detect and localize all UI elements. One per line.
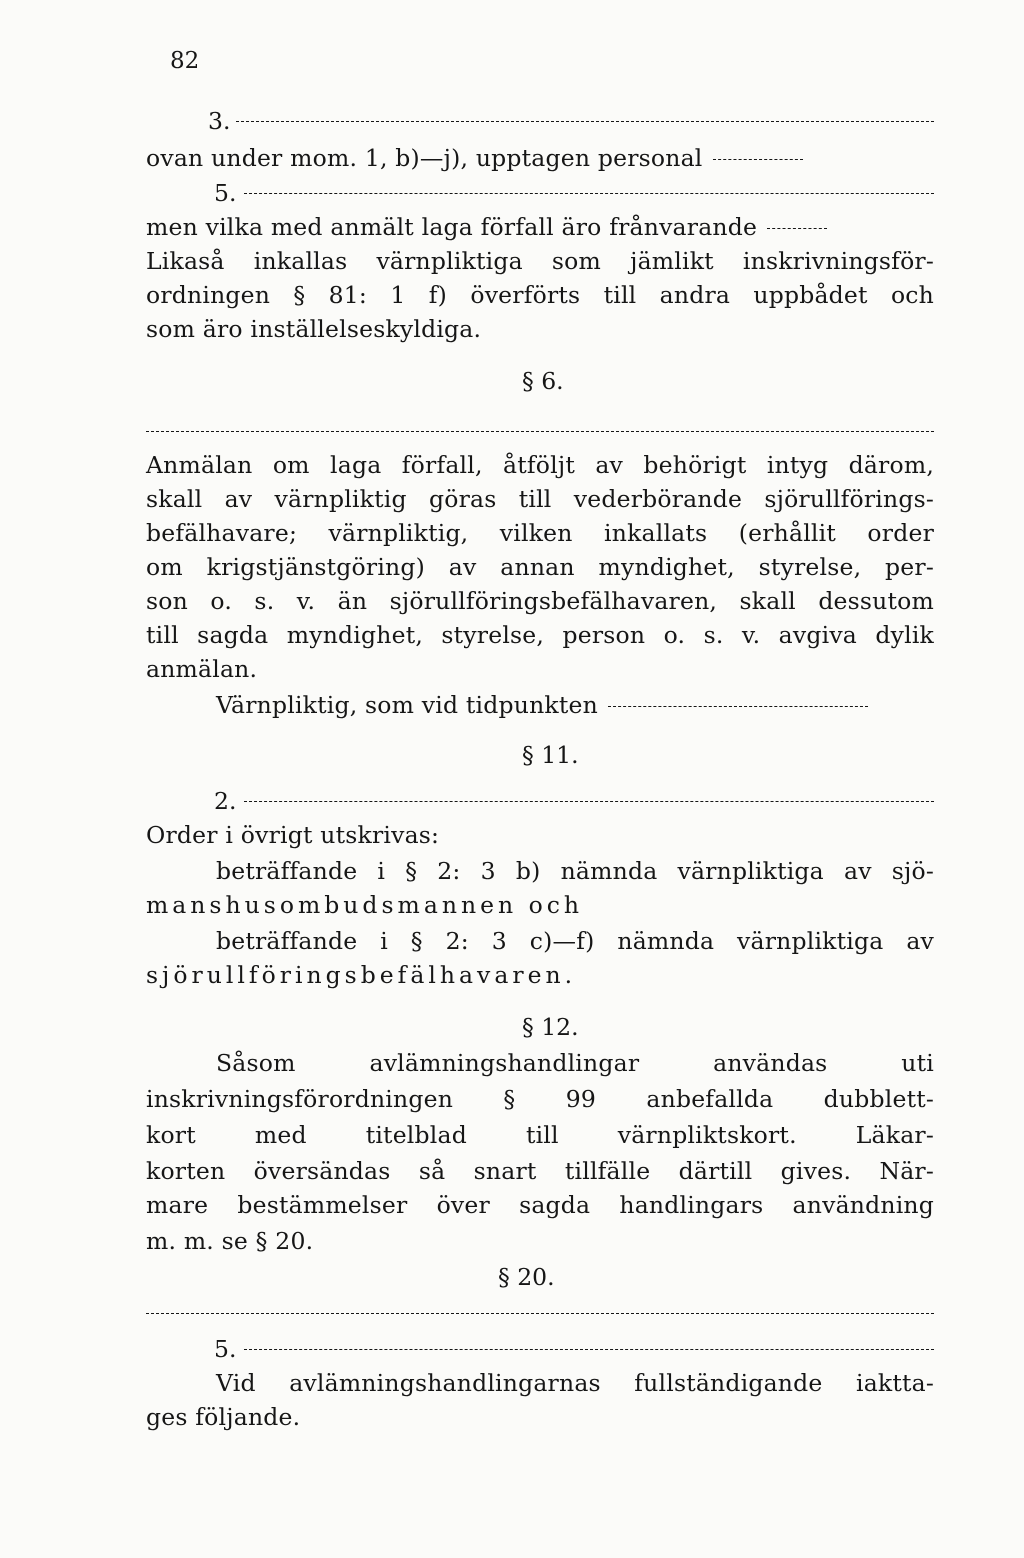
text-line: ordningen § 81: 1 f) överförts till andra uppbådet och [146, 281, 934, 309]
section-heading: § 6. [522, 367, 564, 395]
text-line: inskrivningsförordningen § 99 anbefallda dubblett- [146, 1085, 934, 1113]
omission-dash-line [236, 104, 934, 138]
omission-dash [767, 228, 827, 229]
item-marker-5: 5. [214, 179, 237, 207]
text-line: Order i övrigt utskrivas: [146, 821, 440, 849]
text-line: mare bestämmelser över sagda handlingars användning [146, 1191, 934, 1219]
omission-dash-line [244, 1332, 934, 1366]
omission-dash [608, 706, 868, 707]
text-line: skall av värnpliktig göras till vederbörande sjörullförings- [146, 485, 934, 513]
text-line: befälhavare; värnpliktig, vilken inkallats (erhållit order [146, 519, 934, 547]
text-line: sjörullföringsbefälhavaren. [146, 961, 577, 989]
text-line: kort med titelblad till värnpliktskort. Läkar- [146, 1121, 934, 1149]
text-line: om krigstjänstgöring) av annan myndighet, styrelse, per- [146, 553, 934, 581]
item-marker-2: 2. [214, 787, 237, 815]
page-number: 82 [170, 48, 200, 74]
text-line: som äro inställelseskyldiga. [146, 315, 482, 343]
text-line: ovan under mom. 1, b)—j), upptagen personal [146, 141, 934, 175]
text-line: m. m. se § 20. [146, 1227, 314, 1255]
text-line: Anmälan om laga förfall, åtföljt av behörigt intyg därom, [146, 451, 934, 479]
omission-dash [713, 159, 803, 160]
omission-dash-line [146, 414, 934, 448]
section-heading: § 20. [498, 1263, 555, 1291]
text-line: Såsom avlämningshandlingar användas uti [216, 1049, 934, 1077]
item-marker-3: 3. [208, 107, 231, 135]
text-line: till sagda myndighet, styrelse, person o. s. v. avgiva dylik [146, 621, 934, 649]
item-marker-5: 5. [214, 1335, 237, 1363]
section-heading: § 12. [522, 1013, 579, 1041]
text-line: ges följande. [146, 1403, 301, 1431]
text-line: manshusombudsmannen och [146, 891, 584, 919]
text-line: son o. s. v. än sjörullföringsbefälhavaren, skall dessutom [146, 587, 934, 615]
text-line: Vid avlämningshandlingarnas fullständigande iaktta- [216, 1369, 934, 1397]
text-line: beträffande i § 2: 3 c)—f) nämnda värnpliktiga av [216, 927, 934, 955]
text-line: anmälan. [146, 655, 258, 683]
section-heading: § 11. [522, 741, 579, 769]
text-line: Likaså inkallas värnpliktiga som jämlikt inskrivningsför- [146, 247, 934, 275]
text-line: Värnpliktig, som vid tidpunkten [216, 688, 934, 722]
text-line: korten översändas så snart tillfälle därtill gives. När- [146, 1157, 934, 1185]
omission-dash-line [244, 784, 934, 818]
text-line: beträffande i § 2: 3 b) nämnda värnpliktiga av sjö- [216, 857, 934, 885]
text-line: men vilka med anmält laga förfall äro frånvarande [146, 210, 934, 244]
omission-dash-line [146, 1296, 934, 1330]
omission-dash-line [244, 176, 934, 210]
